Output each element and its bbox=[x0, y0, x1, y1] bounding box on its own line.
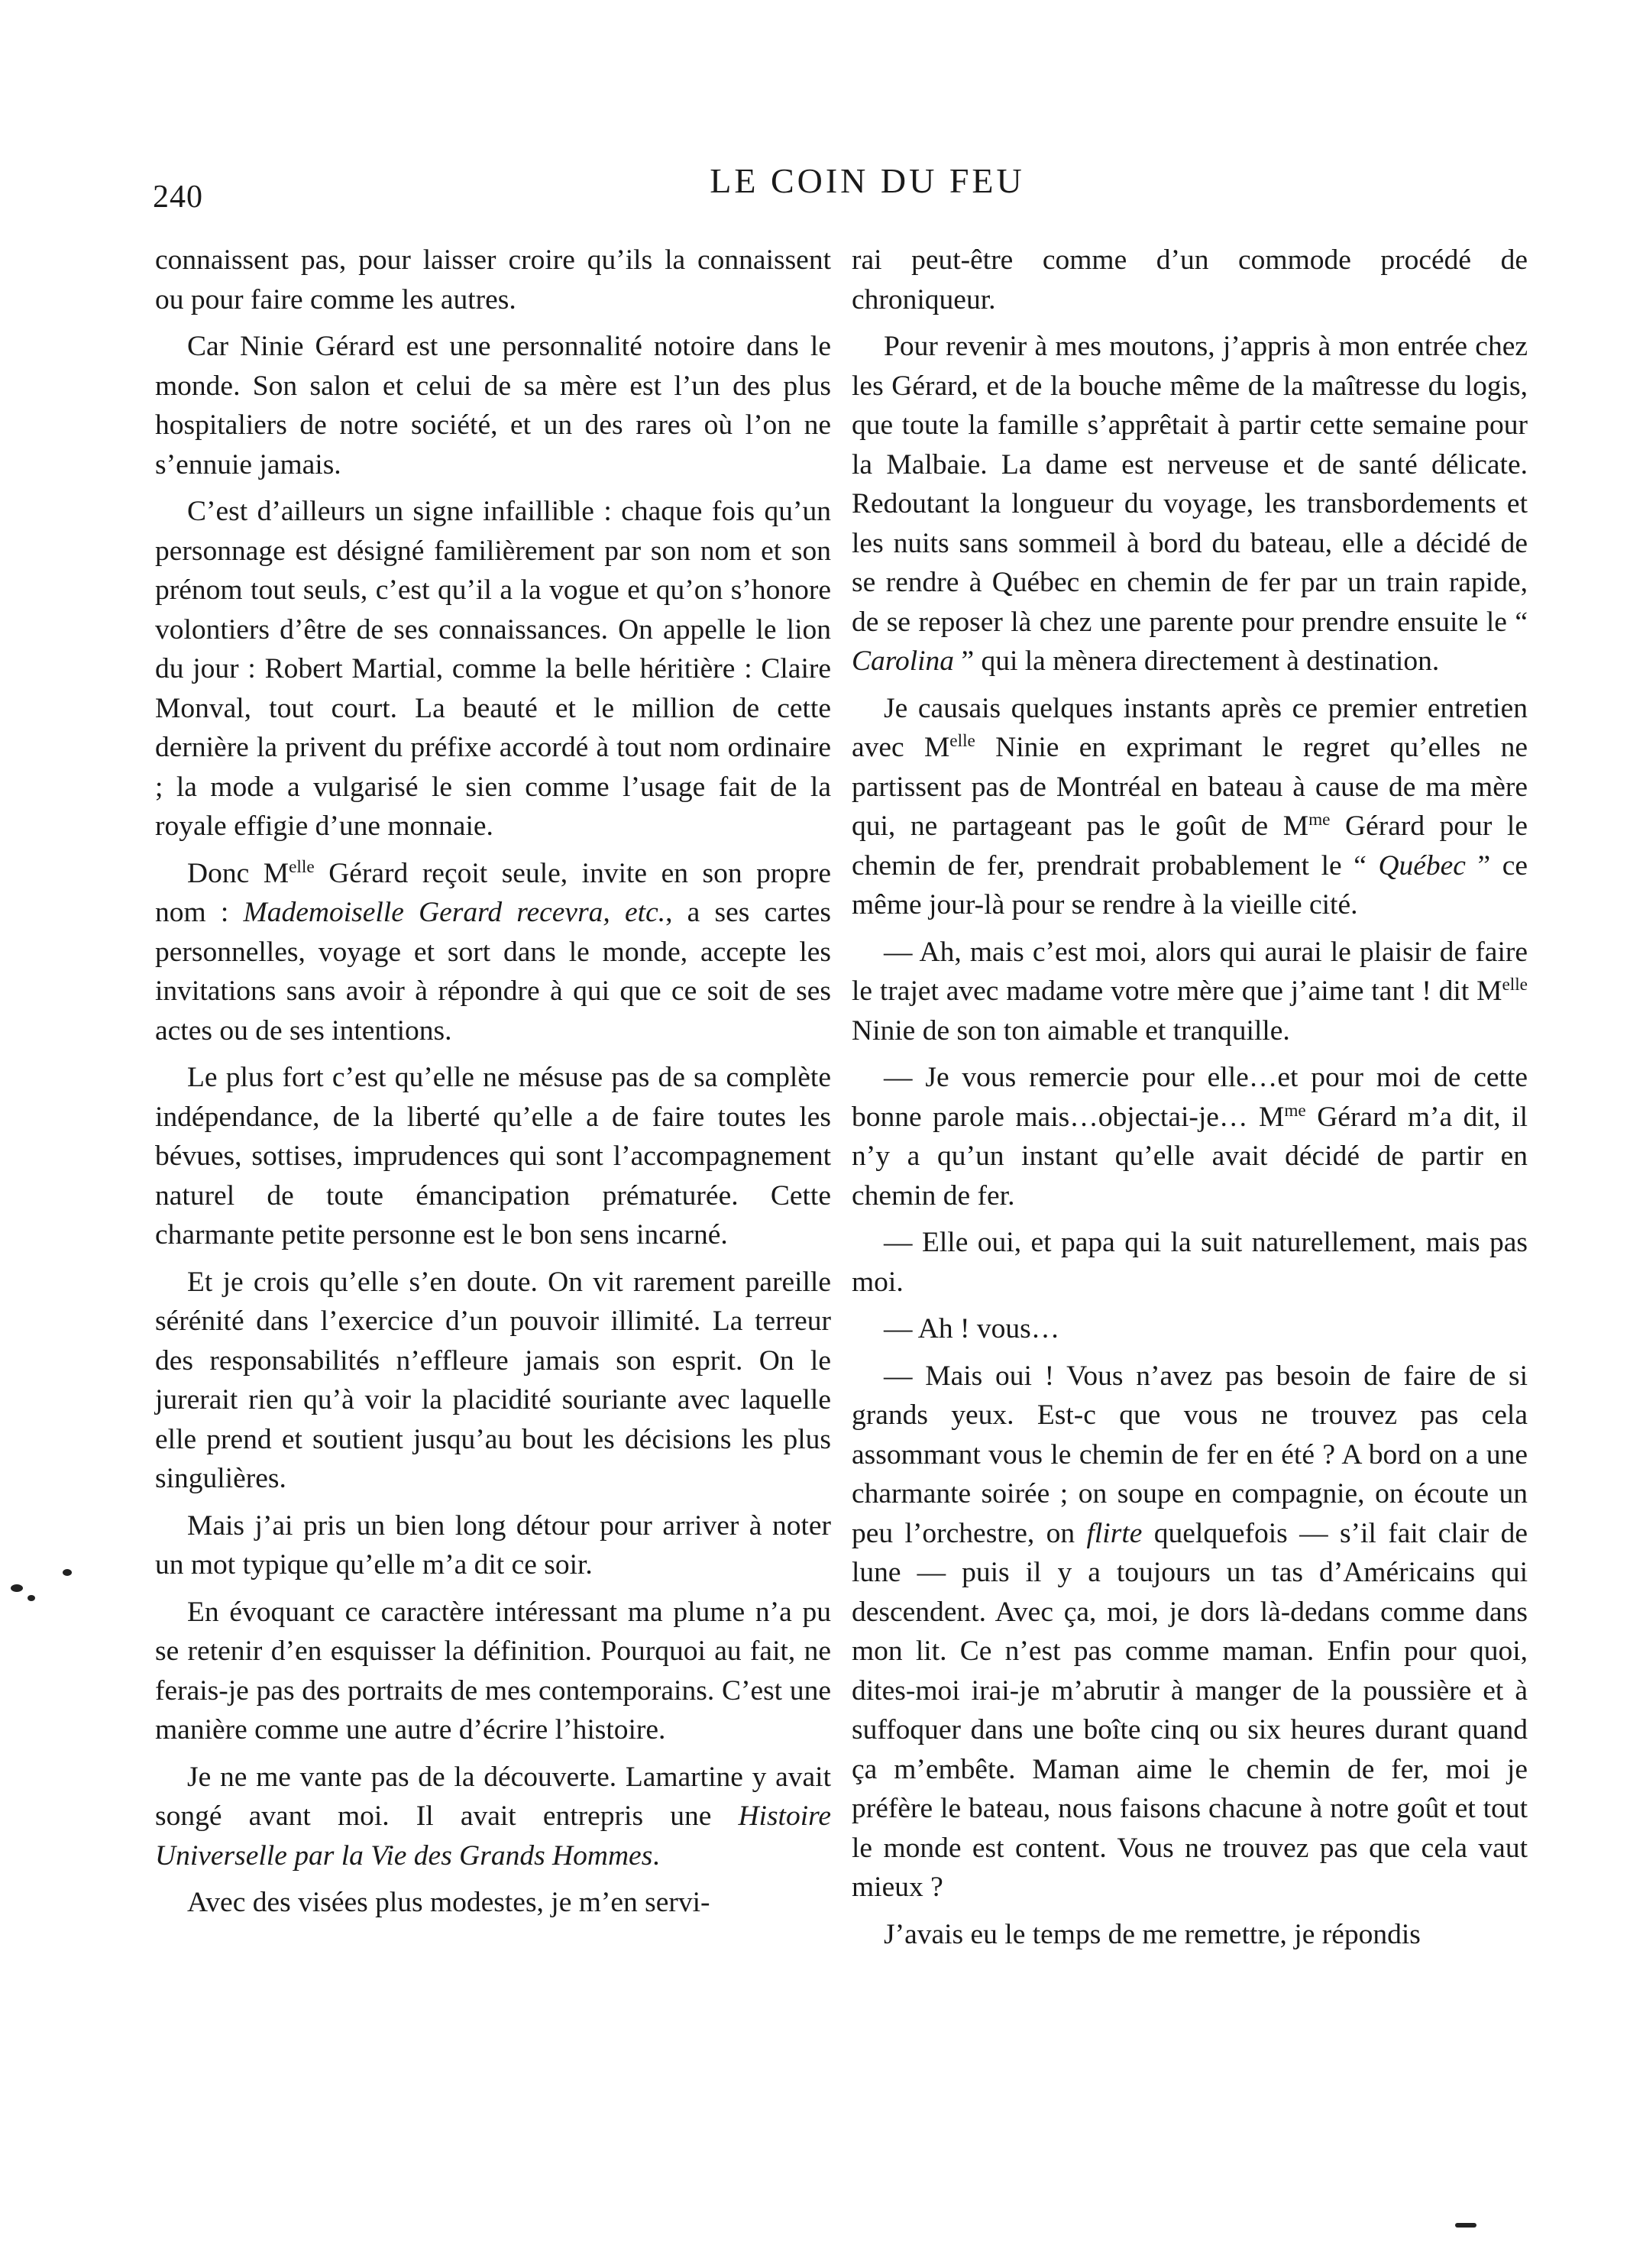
paragraph: rai peut-être comme d’un commode procédé de chroniqueur. bbox=[852, 244, 1528, 315]
paragraph: Je causais quelques instants après ce premier entretien avec $M^{elle}$ Ninie en exprimant le regret qu’elles ne partissent pas de Montréal en bateau à cause de ma mère qui, ne partageant pas le goût de $M^{me}$ Gérard pour le chemin de fer, prendrait probablement le “ Québec ” ce même jour-là pour se rendre à la vieille cité. bbox=[852, 692, 1528, 920]
paragraph: Je ne me vante pas de la découverte. Lamartine y avait songé avant moi. Il avait entrepris une Histoire Universelle par la Vie des Grands Hommes. bbox=[155, 1761, 831, 1872]
paragraph: Donc $M^{elle}$ Gérard reçoit seule, invite en son propre nom : Mademoiselle Gerard recevra, etc., a ses cartes personnelles, voyage et sort dans le monde, accepte les invitations sans avoir à répondre à qui que ce soit de ses actes ou de ses intentions. bbox=[155, 856, 831, 1047]
paragraph: — Ah ! vous… bbox=[884, 1313, 1060, 1344]
paragraph: C’est d’ailleurs un signe infaillible : chaque fois qu’un personnage est désigné familièrement par son nom et son prénom tout seuls, c’est qu’il a la vogue et qu’on s’honore volontiers d’être de ses connaissances. On appelle le lion du jour : Robert Martial, comme la belle héritière : Claire Monval, tout court. La beauté et le million de cette dernière la privent du préfixe accordé à tout nom ordinaire ; la mode a vulgarisé le sien comme l’usage fait de la royale effigie d’une monnaie. bbox=[155, 496, 831, 842]
paragraph: Mais j’ai pris un bien long détour pour arriver à noter un mot typique qu’elle m’a dit ce soir. bbox=[155, 1509, 831, 1580]
paragraph: Le plus fort c’est qu’elle ne mésuse pas de sa complète indépendance, de la liberté qu’elle a de faire toutes les bévues, sottises, imprudences qui sont l’accompagnement naturel de toute émancipation prématurée. Cette charmante petite personne est le bon sens incarné. bbox=[155, 1062, 831, 1250]
paragraph: Avec des visées plus modestes, je m’en servi- bbox=[187, 1887, 710, 1918]
paragraph: Car Ninie Gérard est une personnalité notoire dans le monde. Son salon et celui de sa mère est l’un des plus hospitaliers de notre société, et un des rares où l’on ne s’ennuie jamais. bbox=[155, 331, 831, 480]
ink-speck bbox=[11, 1584, 23, 1592]
ink-speck bbox=[27, 1595, 35, 1601]
paragraph: Pour revenir à mes moutons, j’appris à mon entrée chez les Gérard, et de la bouche même de la maîtresse du logis, que toute la famille s’apprêtait à partir cette semaine pour la Malbaie. La dame est nerveuse et de santé délicate. Redoutant la longueur du voyage, les transbordements et les nuits sans sommeil à bord du bateau, elle a décidé de se rendre à Québec en chemin de fer par un train rapide, de se reposer là chez une parente pour prendre ensuite le “ Carolina ” qui la mènera directement à destination. bbox=[852, 331, 1528, 677]
paragraph: En évoquant ce caractère intéressant ma plume n’a pu se retenir d’en esquisser la définition. Pourquoi au fait, ne ferais-je pas des portraits de mes contemporains. C’est une manière comme une autre d’écrire l’histoire. bbox=[155, 1596, 831, 1745]
ink-speck bbox=[63, 1569, 72, 1576]
paragraph: J’avais eu le temps de me remettre, je répondis bbox=[884, 1918, 1421, 1950]
paragraph: — Ah, mais c’est moi, alors qui aurai le plaisir de faire le trajet avec madame votre mère que j’aime tant ! dit $M^{elle}$ Ninie de son ton aimable et tranquille. bbox=[852, 936, 1528, 1047]
right-column bbox=[852, 241, 1528, 1962]
paragraph: — Mais oui ! Vous n’avez pas besoin de faire de si grands yeux. Est-c que vous ne trouvez pas cela assommant vous le chemin de fer en été ? A bord on a une charmante soirée ; on soupe en compagnie, on écoute un peu l’orchestre, on flirte quelquefois — s’il fait clair de lune — puis il y a toujours un tas d’Américains qui descendent. Avec ça, moi, je dors là-dedans comme dans mon lit. Ce n’est pas comme maman. Enfin pour quoi, dites-moi irai-je m’abrutir à manger de la poussière et à suffoquer dans une boîte cinq ou six heures durant quand ça m’embête. Maman aime le chemin de fer, moi je préfère le bateau, nous faisons chacune à notre goût et tout le monde est content. Vous ne trouvez pas que cela vaut mieux ? bbox=[852, 1360, 1528, 1903]
ink-speck bbox=[1455, 2223, 1476, 2228]
paragraph: — Elle oui, et papa qui la suit naturellement, mais pas moi. bbox=[852, 1227, 1528, 1298]
left-column bbox=[155, 241, 831, 1923]
page-number: 240 bbox=[153, 180, 203, 215]
paragraph: — Je vous remercie pour elle…et pour moi de cette bonne parole mais…objectai-je… $M^{me}$ Gérard m’a dit, il n’y a qu’un instant qu’elle avait décidé de partir en chemin de fer. bbox=[852, 1062, 1528, 1212]
paragraph: Et je crois qu’elle s’en doute. On vit rarement pareille sérénité dans l’exercice d’un pouvoir illimité. La terreur des responsabilités n’effleure jamais son esprit. On le jurerait rien qu’à voir la placidité souriante avec laquelle elle prend et soutient jusqu’au bout les décisions les plus singulières. bbox=[155, 1266, 831, 1494]
running-title: LE COIN DU FEU bbox=[710, 161, 1025, 200]
paragraph: connaissent pas, pour laisser croire qu’ils la connaissent ou pour faire comme les autres. bbox=[155, 244, 831, 315]
